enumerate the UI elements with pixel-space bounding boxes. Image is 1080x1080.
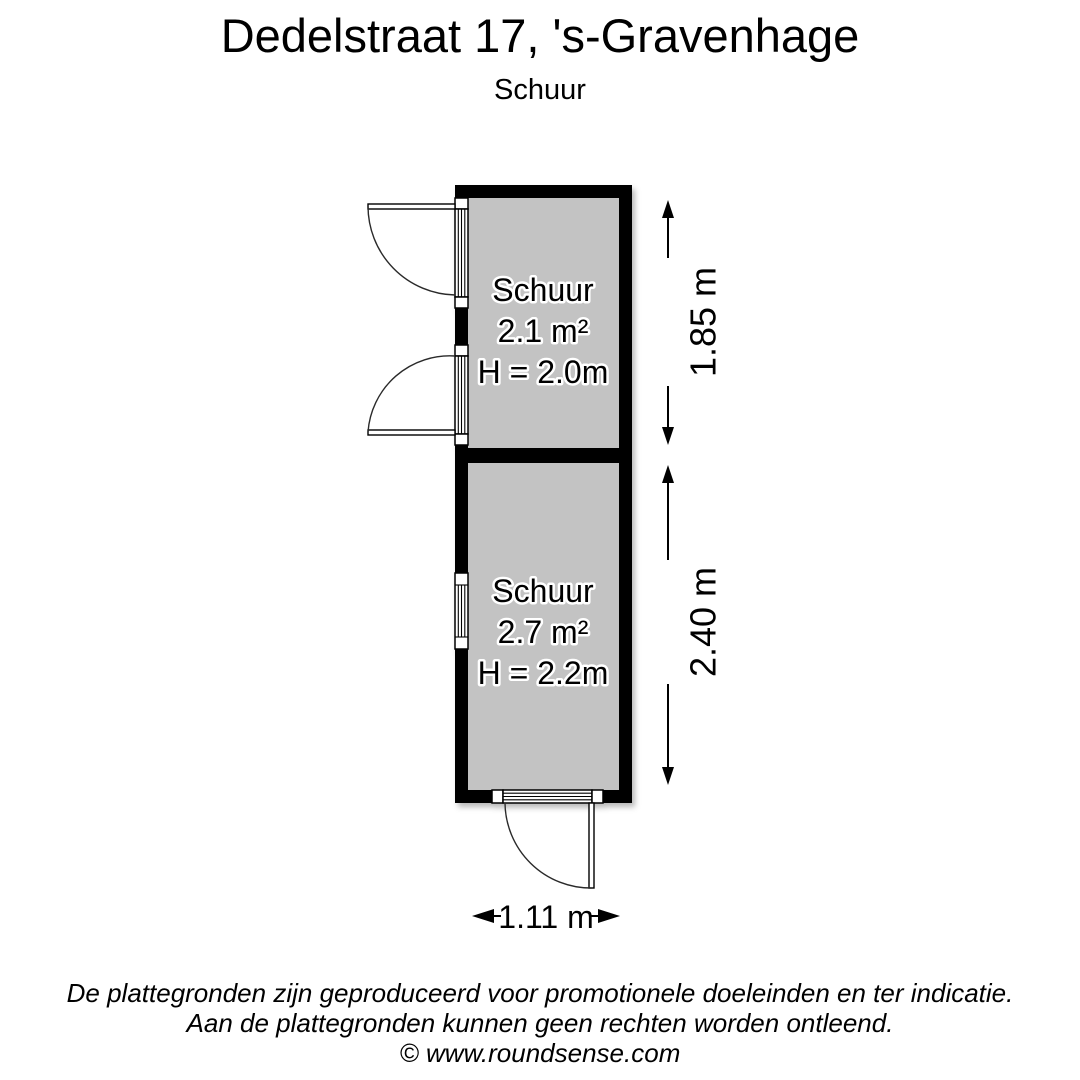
dimension-top-room — [662, 200, 724, 445]
dimension-bottom-room-label: 2.40 m — [682, 566, 724, 678]
dimension-bottom-room — [662, 465, 724, 785]
door-opening-1 — [455, 198, 468, 308]
room-bottom-name: Schuur — [492, 573, 594, 609]
room-bottom-ceiling-height: H = 2.2m — [477, 655, 609, 691]
disclaimer — [0, 978, 1080, 1068]
door-swing-1 — [368, 204, 455, 295]
door-swing-3 — [505, 803, 594, 888]
arrow-down-icon — [662, 427, 674, 445]
copyright-line: © www.roundsense.com — [399, 1038, 681, 1068]
dimension-top-room-label: 1.85 m — [682, 266, 724, 378]
page-subtitle: Schuur — [494, 74, 586, 106]
door-opening-2 — [455, 345, 468, 445]
door-swing-2 — [368, 356, 455, 435]
disclaimer-line-2: Aan de plattegronden kunnen geen rechten worden ontleend. — [186, 1008, 894, 1038]
page-title: Dedelstraat 17, 's-Gravenhage — [220, 9, 860, 62]
room-bottom-area: 2.7 m² — [497, 614, 589, 650]
room-top-name: Schuur — [492, 272, 594, 308]
door-opening-3 — [492, 790, 603, 803]
dimension-width-label: 1.11 m — [498, 899, 594, 935]
room-top-ceiling-height: H = 2.0m — [477, 354, 609, 390]
arrow-left-icon — [472, 909, 494, 923]
room-top-area: 2.1 m² — [497, 313, 589, 349]
dimension-width — [472, 899, 620, 935]
disclaimer-line-1: De plattegronden zijn geproduceerd voor promotionele doeleinden en ter indicatie. — [66, 978, 1014, 1008]
window — [455, 573, 468, 649]
arrow-right-icon — [598, 909, 620, 923]
arrow-down-icon — [662, 767, 674, 785]
